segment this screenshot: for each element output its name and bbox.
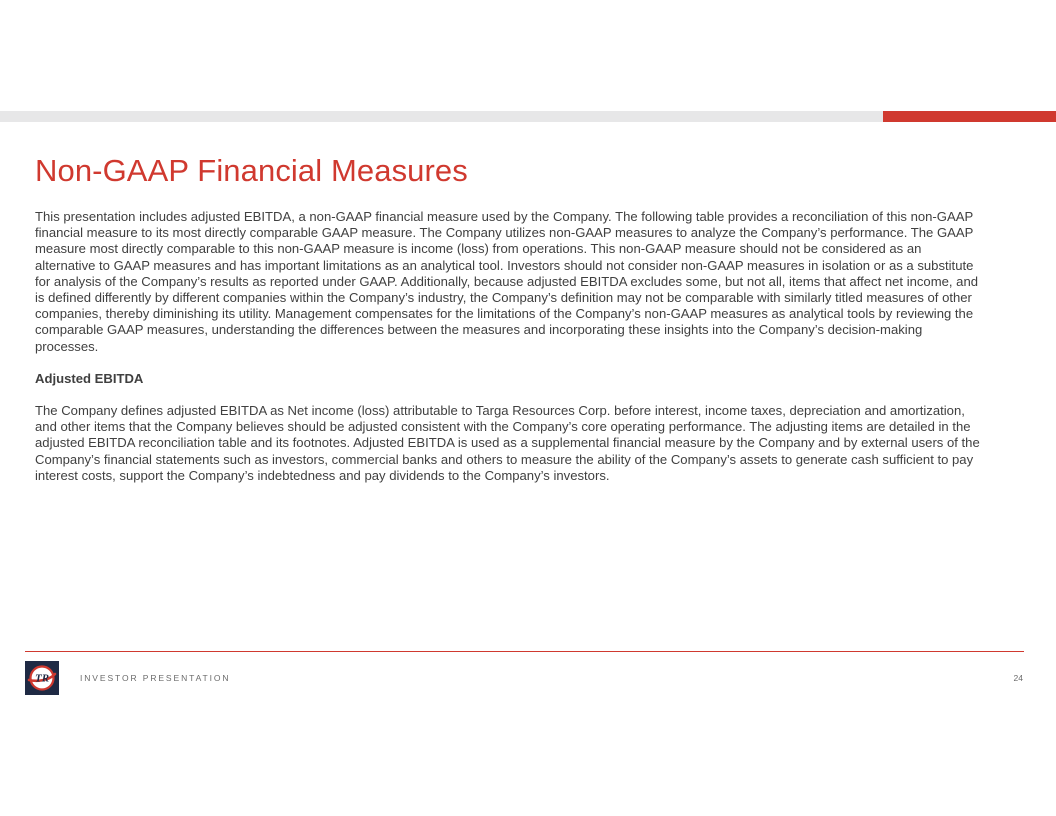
header-band-accent <box>883 111 1056 122</box>
footer-label: INVESTOR PRESENTATION <box>80 673 231 683</box>
section-heading: Adjusted EBITDA <box>35 370 144 386</box>
targa-tr-logo-icon <box>25 661 59 695</box>
header-band <box>0 111 883 122</box>
section-paragraph: The Company defines adjusted EBITDA as Net income (loss) attributable to Targa Resources Corp. before interest, income taxes, depreciation and amortization, and other items that the Company believes should be adjusted consistent with the Company’s core operating performance. The adjusting items are detailed in the adjusted EBITDA reconciliation table and its footnotes. Adjusted EBITDA is used as a supplemental financial measure by the Company and by external users of the Company’s financial statements such as investors, commercial banks and others to measure the ability of the Company’s assets to generate cash sufficient to pay interest costs, support the Company’s indebtedness and pay dividends to the Company’s investors. <box>35 403 980 483</box>
logo-letters: TR <box>34 672 50 685</box>
slide-body <box>35 209 985 484</box>
page-title: Non-GAAP Financial Measures <box>35 153 468 188</box>
intro-paragraph: This presentation includes adjusted EBITDA, a non-GAAP financial measure used by the Company. The following table provides a reconciliation of this non-GAAP financial measure to its most directly comparable GAAP measure. The Company utilizes non-GAAP measures to analyze the Company’s performance. The GAAP measure most directly comparable to this non-GAAP measure is income (loss) from operations. This non-GAAP measure should not be considered as an alternative to GAAP measures and has important limitations as an analytical tool. Investors should not consider non-GAAP measures in isolation or as a substitute for analysis of the Company’s results as reported under GAAP. Additionally, because adjusted EBITDA excludes some, but not all, items that affect net income, and is defined differently by different companies within the Company’s industry, the Company’s definition may not be comparable with similarly titled measures of other companies, thereby diminishing its utility. Management compensates for the limitations of the Company’s non-GAAP measures as analytical tools by reviewing the comparable GAAP measures, understanding the differences between the measures and incorporating these insights into the Company’s decision-making processes. <box>35 209 979 354</box>
footer-divider <box>25 651 1024 652</box>
page-number: 24 <box>1013 673 1023 683</box>
